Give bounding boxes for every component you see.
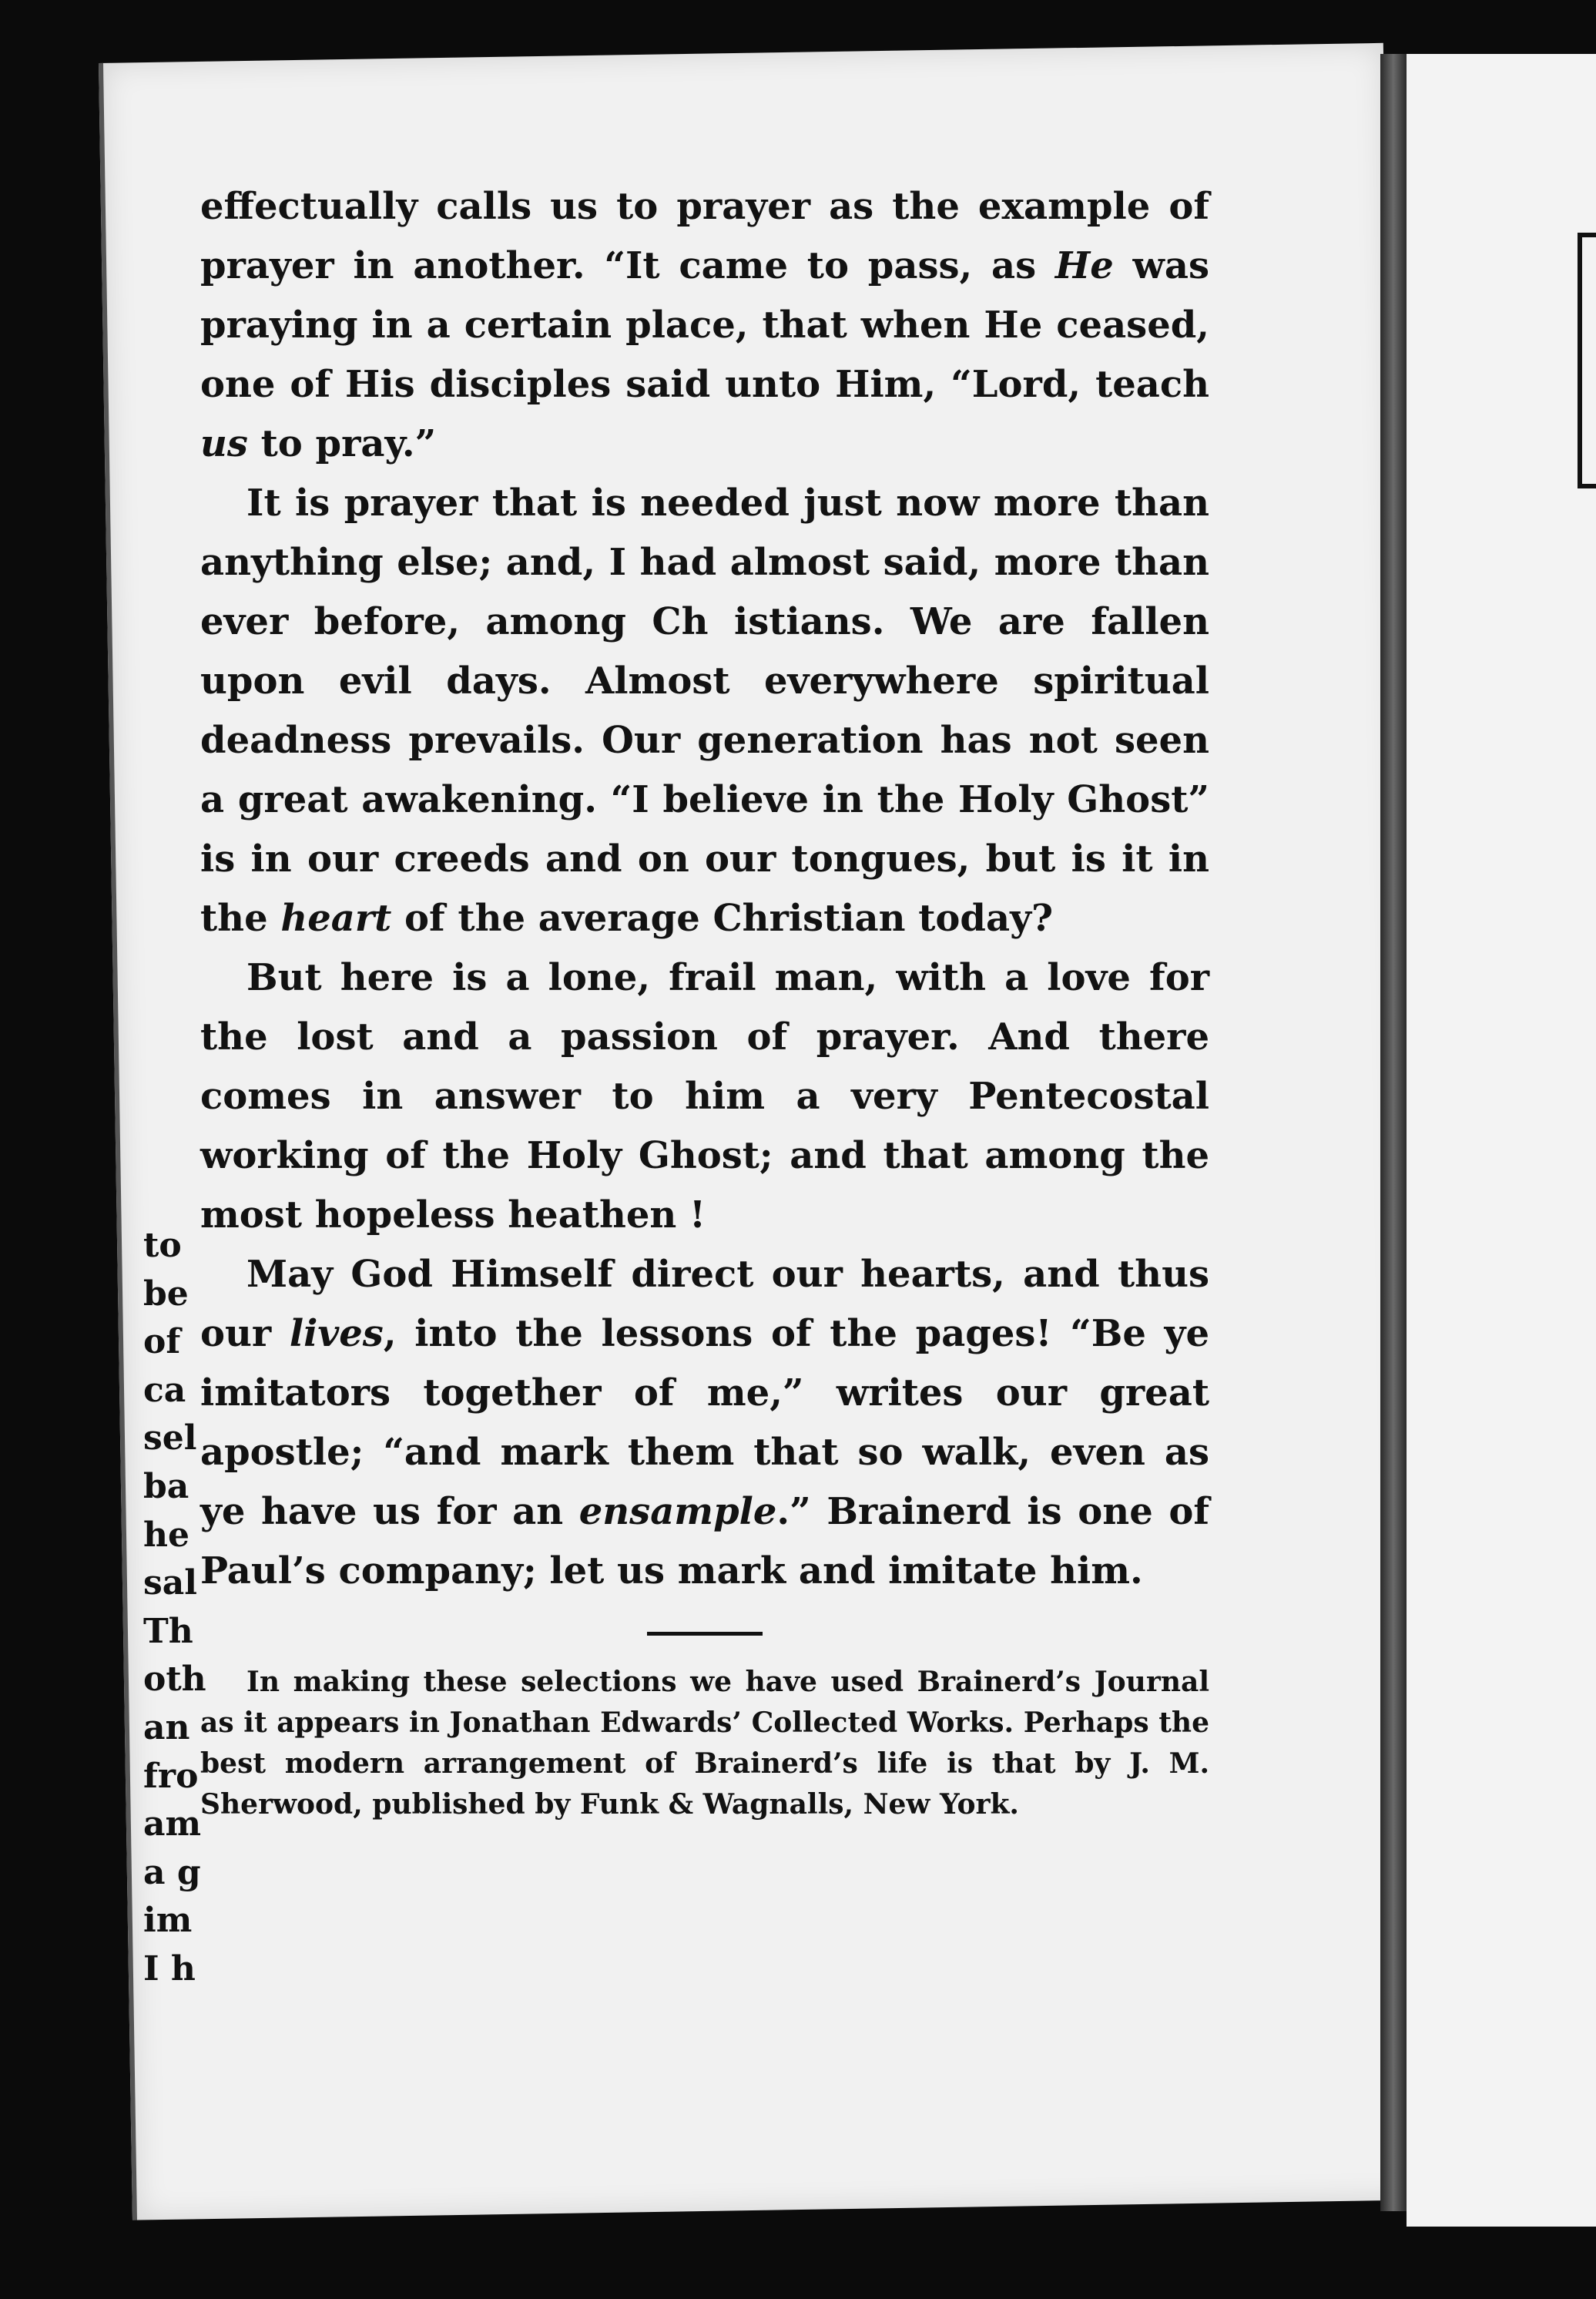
body-paragraph — [200, 177, 1209, 474]
right-page-fragment: an — [143, 1707, 190, 1747]
right-page-frame-border — [1578, 233, 1596, 488]
text-run: But here is a lone, frail man, with a love for the lost and a passion of prayer. And there comes in answer to him a very Pentecostal working of the Holy Ghost; and that among the most hopeless heathen ! — [200, 956, 1209, 1237]
right-page-fragment: sal — [143, 1563, 197, 1603]
right-page-fragment: sel — [143, 1418, 197, 1458]
body-paragraph — [200, 948, 1209, 1245]
text-run: , into the lessons of the pages! “Be ye imitators together of me,” writes our great apostle; “and mark them that so walk, even as ye have us for an — [200, 1312, 1209, 1533]
footnote: In making these selections we have used Brainerd’s Journal as it appears in Jonathan Edwards’ Collected Works. Perhaps the best modern arrangement of Brainerd’s life is that by J. M. Sherwood, published by Funk & Wagnalls, New York. — [200, 1666, 1209, 1821]
right-page-fragment: to — [143, 1226, 182, 1265]
right-page-fragment: ba — [143, 1466, 189, 1506]
right-page-fragment: Th — [143, 1611, 193, 1651]
right-page-fragment: fro — [143, 1756, 199, 1796]
italic-text: heart — [280, 897, 392, 940]
italic-text: lives — [289, 1312, 384, 1355]
right-page — [1407, 54, 1596, 2227]
body-paragraph — [200, 474, 1209, 948]
body-paragraphs — [200, 177, 1209, 1601]
text-run: was praying in a certain place, that when He ceased, one of His disciples said unto Him, “Lord, teach — [200, 244, 1210, 406]
right-page-fragment: be — [143, 1274, 189, 1314]
body-paragraph — [200, 1245, 1209, 1601]
text-run: to pray.” — [247, 422, 437, 465]
text-run: effectually calls us to prayer as the example of prayer in another. “It came to pass, as — [200, 185, 1209, 287]
right-page-text-fragments — [143, 1222, 206, 1994]
right-page-fragment: I h — [143, 1948, 196, 1989]
right-page-fragment: of — [143, 1322, 181, 1362]
section-rule — [647, 1632, 763, 1636]
text-run: It is prayer that is needed just now more than anything else; and, I had almost said, more than ever before, among Ch istians. We are fallen upon evil days. Almost everywhere spiritual deadness prevails. Our generation has not seen a great awakening. “I believe in the Holy Ghost” is in our creeds and on our tongues, but is it in the — [200, 482, 1209, 940]
right-page-fragment: oth — [143, 1660, 206, 1700]
italic-text: ensample — [578, 1490, 777, 1533]
italic-text: He — [1054, 244, 1114, 287]
text-run: of the average Christian today? — [391, 897, 1054, 940]
book-gutter — [1380, 54, 1407, 2211]
text-run: .” Brainerd is one of Paul’s company; let us mark and imitate him. — [200, 1490, 1209, 1593]
right-page-fragment: ca — [143, 1370, 186, 1410]
right-page-fragment: a g — [143, 1852, 201, 1892]
right-page-fragment: im — [143, 1901, 193, 1941]
italic-text: us — [200, 422, 248, 465]
left-page-text — [200, 177, 1209, 1825]
right-page-fragment: he — [143, 1515, 189, 1555]
text-run: May God Himself direct our hearts, and thus our — [200, 1253, 1209, 1355]
right-page-fragment: am — [143, 1804, 202, 1844]
